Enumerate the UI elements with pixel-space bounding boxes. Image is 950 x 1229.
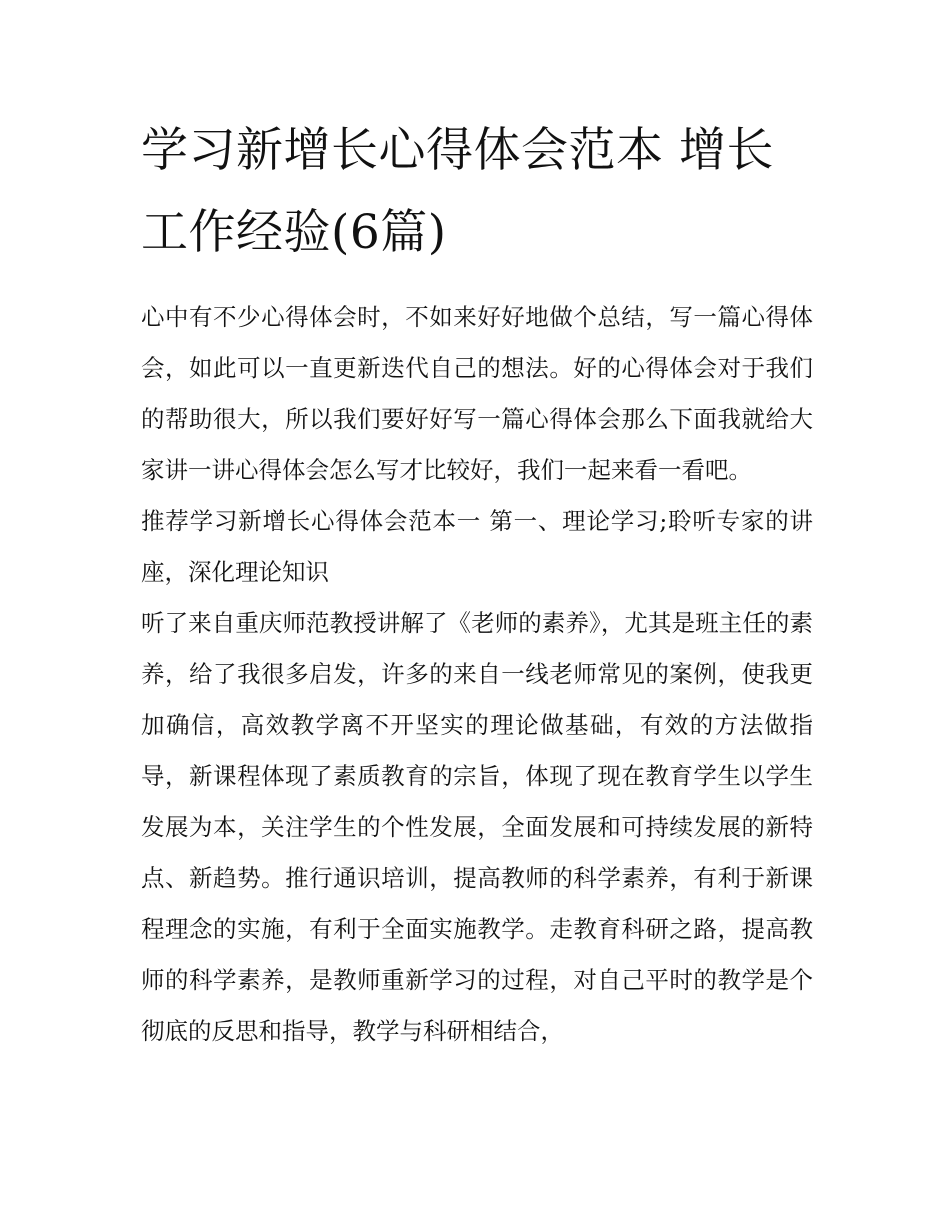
intro-paragraph: 心中有不少心得体会时，不如来好好地做个总结，写一篇心得体会，如此可以一直更新迭代自己的想法。好的心得体会对于我们的帮助很大，所以我们要好好写一篇心得体会那么下面我就给大家讲一讲心得体会怎么写才比较好，我们一起来看一看吧。 bbox=[141, 303, 813, 484]
body-paragraph: 听了来自重庆师范教授讲解了《老师的素养》，尤其是班主任的素养，给了我很多启发，许多的来自一线老师常见的案例，使我更加确信，高效教学离不开坚实的理论做基础，有效的方法做指导，新课程体现了素质教育的宗旨，体现了现在教育学生以学生发展为本，关注学生的个性发展，全面发展和可持续发展的新特点、新趋势。推行通识培训，提高教师的科学素养，有利于新课程理念的实施，有利于全面实施教学。走教育科研之路，提高教师的科学素养，是教师重新学习的过程，对自己平时的教学是个彻底的反思和指导，教学与科研相结合， bbox=[141, 609, 813, 1045]
document-title: 学习新增长心得体会范本 增长工作经验(6篇) bbox=[141, 123, 774, 260]
document-content bbox=[141, 110, 813, 1057]
section-heading-paragraph: 推荐学习新增长心得体会范本一 第一、理论学习;聆听专家的讲座，深化理论知识 bbox=[141, 507, 813, 586]
